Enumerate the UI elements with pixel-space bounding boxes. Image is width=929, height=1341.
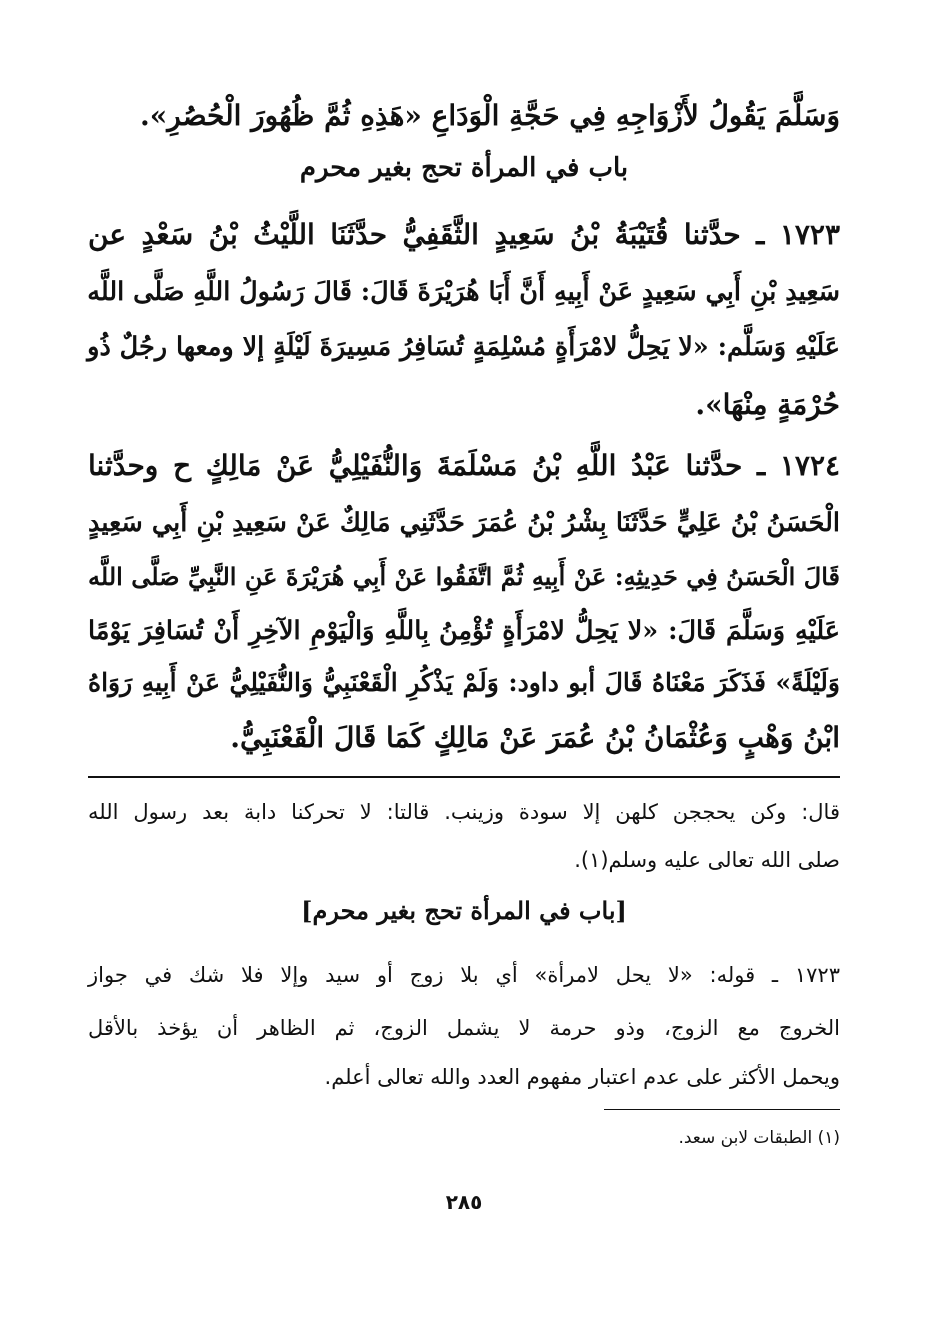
note-1723-line-2: الخروج مع الزوج، وذو حرمة لا يشمل الزوج، ثم الظاهر أن يؤخذ بالأقل [88, 1016, 840, 1040]
hadith-1724-line-4: عَلَيْهِ وَسَلَّمَ قَالَ: «لا يَحِلُّ لامْرَأَةٍ تُؤْمِنُ بِاللَّهِ وَالْيَوْمِ الآخِرِ أَنْ تُسَافِرَ يَوْمًا [88, 616, 840, 646]
hadith-1724-line-5: وَلَيْلَةً» فَذَكَرَ مَعْنَاهُ قَالَ أبو داود: وَلَمْ يَذْكُرِ الْقَعْنَبِيُّ وَالنُّفَيْلِيُّ عَنْ أَبِيهِ رَوَاهُ [88, 668, 840, 697]
footnote: (١) الطبقات لابن سعد. [678, 1128, 840, 1148]
hadith-1724-line-1: ١٧٢٤ ـ حدَّثنا عَبْدُ اللَّهِ بْنُ مَسْلَمَةَ وَالنُّفَيْلِيُّ عَنْ مَالِكٍ ح وحدَّثنا [88, 449, 841, 482]
note-1723-line-3: ويحمل الأكثر على عدم اعتبار مفهوم العدد والله تعالى أعلم. [324, 1065, 840, 1089]
section-heading: باب في المرأة تحج بغير محرم [299, 153, 629, 183]
commentary-line-2: صلى الله تعالى عليه وسلم(١). [574, 848, 840, 872]
commentary-section-heading: [باب في المرأة تحج بغير محرم] [301, 896, 627, 925]
hadith-1724-line-2: الْحَسَنُ بْنُ عَلِيٍّ حَدَّثَنَا بِشْرُ بْنُ عُمَرَ حَدَّثَنِي مَالِكٌ عَنْ سَعِيدِ بْنِ أَبِي سَعِيدٍ [88, 508, 840, 538]
intro-line: وَسَلَّمَ يَقُولُ لأَزْوَاجِهِ فِي حَجَّةِ الْوَدَاعِ «هَذِهِ ثُمَّ ظُهُورَ الْحُصُرِ». [140, 99, 840, 132]
main-divider [88, 776, 840, 778]
hadith-1724-line-3: قَالَ الْحَسَنُ فِي حَدِيثِهِ: عَنْ أَبِيهِ ثُمَّ اتَّفَقُوا عَنْ أَبِي هُرَيْرَةَ عَنِ النَّبِيِّ صَلَّى اللَّه [88, 562, 840, 591]
note-1723-line-1: ١٧٢٣ ـ قوله: «لا يحل لامرأة» أي بلا زوج أو سيد وإلا فلا شك في جواز [88, 963, 840, 987]
page-number: ٢٨٥ [445, 1190, 483, 1214]
hadith-1723-line-3: عَلَيْهِ وَسَلَّم: «لا يَحِلُّ لامْرَأَةٍ مُسْلِمَةٍ تُسَافِرُ مَسِيرَةَ لَيْلَةٍ إلا ومعها رجُلٌ ذُو [87, 332, 840, 362]
hadith-1723-line-2: سَعِيدِ بْنِ أَبِي سَعِيدٍ عَنْ أَبِيهِ أَنَّ أَبَا هُرَيْرَةَ قَالَ: قَالَ رَسُولُ اللَّهِ صَلَّى اللَّه [87, 277, 840, 307]
hadith-1723-line-1: ١٧٢٣ ـ حدَّثنا قُتَيْبَةُ بْنُ سَعِيدٍ الثَّقَفِيُّ حدَّثَنَا اللَّيْثُ بْنُ سَعْدٍ عن [88, 218, 840, 251]
hadith-1723-line-4: حُرْمَةٍ مِنْهَا». [695, 388, 840, 421]
footnote-divider [604, 1109, 840, 1110]
hadith-1724-line-6: ابْنُ وَهْبٍ وَعُثْمَانُ بْنُ عُمَرَ عَنْ مَالِكٍ كَمَا قَالَ الْقَعْنَبِيُّ. [230, 721, 840, 754]
commentary-line-1: قال: وكن يحججن كلهن إلا سودة وزينب. قالتا: لا تحركنا دابة بعد رسول الله [88, 800, 840, 824]
